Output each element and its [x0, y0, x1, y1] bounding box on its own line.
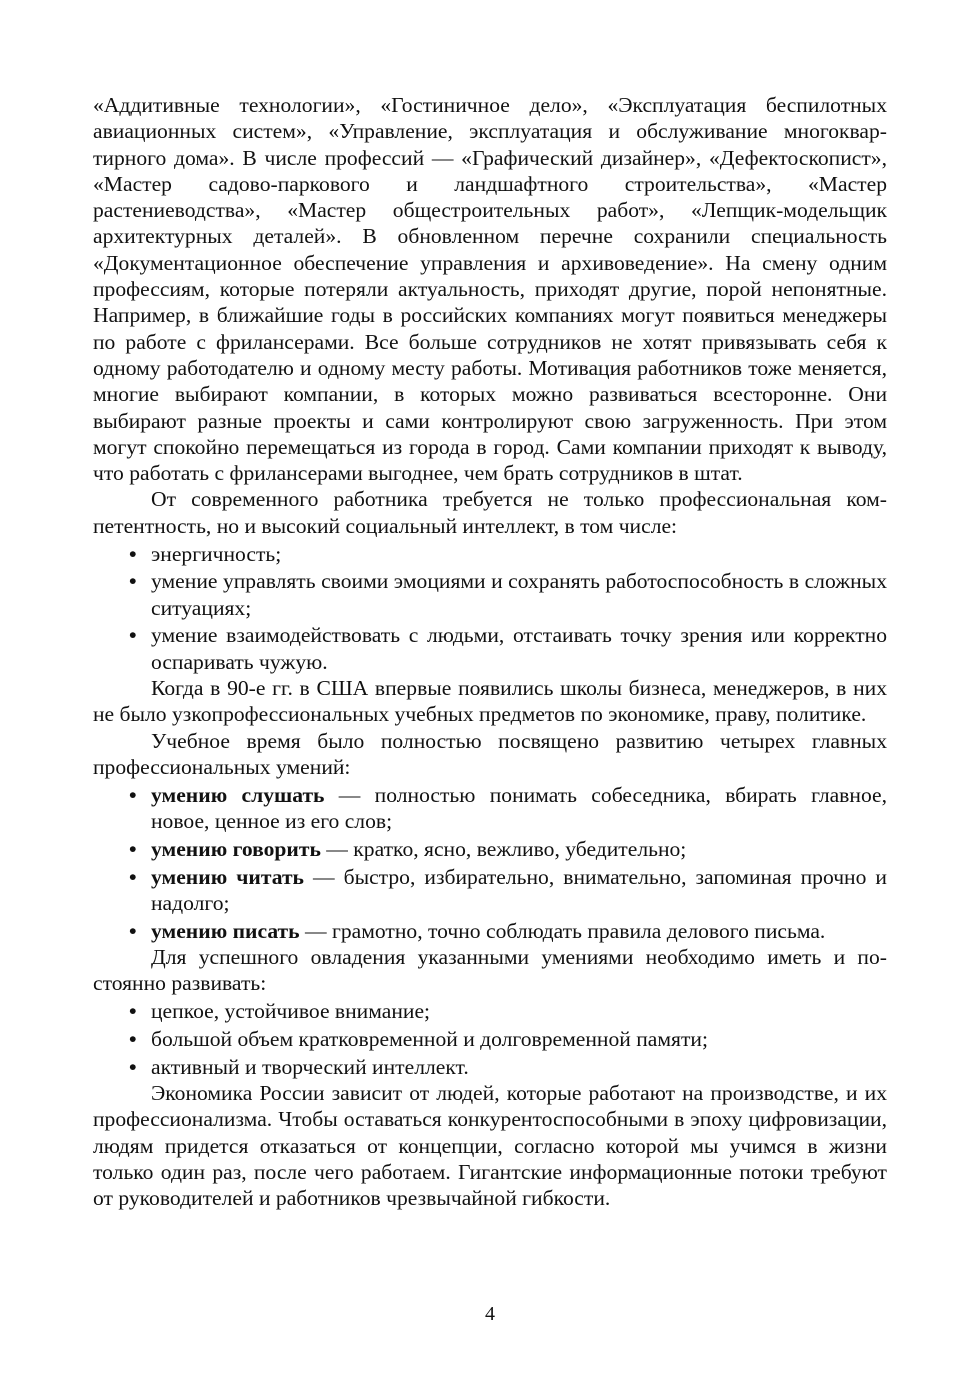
bullet-icon: •	[129, 1026, 137, 1051]
list-item-text: умение взаимодействовать с людьми, отстаивать точку зрения или корректно оспаривать чужую.	[151, 623, 887, 674]
list-item	[93, 541, 887, 567]
bullet-icon: •	[129, 541, 137, 566]
bullet-icon: •	[129, 569, 137, 594]
list-item	[93, 1054, 887, 1080]
list-item	[93, 918, 887, 944]
list-item	[93, 836, 887, 862]
skill-description: — грамотно, точно соблюдать правила делового письма.	[299, 918, 826, 943]
skill-description: — кратко, ясно, вежливо, убедительно;	[320, 836, 687, 861]
list-item-text: энергичность;	[151, 541, 282, 566]
skill-term: умению читать	[151, 864, 304, 889]
social-skills-list	[93, 541, 887, 675]
bullet-icon: •	[129, 999, 137, 1024]
professional-skills-list	[93, 782, 887, 944]
bullet-icon: •	[129, 836, 137, 861]
list-item	[93, 864, 887, 917]
list-item-text: активный и творческий интеллект.	[151, 1054, 469, 1079]
list-item-text: большой объем кратковременной и долговременной памяти;	[151, 1026, 708, 1051]
paragraph-develop: Для успешного овладения указанными умениями необходимо иметь и постоянно развивать:	[93, 945, 887, 996]
list-item	[93, 568, 887, 621]
paragraph-business-schools: Когда в 90-е гг. в США впервые появились школы бизнеса, менеджеров, в них не было узкопрофессиональных учебных предметов по экономике, праву, политике.	[93, 676, 887, 727]
document-page	[93, 92, 887, 1211]
develop-list	[93, 998, 887, 1080]
bullet-icon: •	[129, 782, 137, 807]
list-item	[93, 622, 887, 675]
skill-description: — быстро, избирательно, внимательно, запоминая прочно и надолго;	[151, 864, 887, 915]
page-number: 4	[485, 1303, 495, 1325]
skill-term: умению писать	[151, 918, 300, 943]
skill-term: умению говорить	[151, 836, 321, 861]
list-item	[93, 782, 887, 835]
bullet-icon: •	[129, 918, 137, 943]
paragraph-economy: Экономика России зависит от людей, которые работают на производстве, и их профессионализма. Чтобы оставаться конкурентоспособными в эпоху цифровизации, людям придется отказаться от концепции, согласно которой мы учимся в жизни только один раз, после чего работаем. Гигантские информационные потоки требуют от руководителей и работников чрезвычайной гибкости.	[93, 1080, 887, 1211]
list-item-text: умение управлять своими эмоциями и сохранять работоспособность в сложных ситуациях;	[151, 569, 887, 620]
list-item	[93, 1026, 887, 1052]
list-item-text: цепкое, устойчивое внимание;	[151, 999, 431, 1024]
list-item	[93, 998, 887, 1024]
skill-description: — полностью понимать собеседника, вбирать главное, новое, ценное из его слов;	[151, 782, 887, 834]
paragraph-professions: «Аддитивные технологии», «Гостиничное дело», «Эксплуатация беспилотных авиационных систем», «Управление, эксплуатация и обслуживание многоквартирного дома». В числе профессий — «Графический дизайнер», «Дефектоскопист», «Мастер садово-паркового и ландшафтного строительства», «Мастер растениеводства», «Мастер общестроительных работ», «Лепщик-модельщик архитектурных деталей». В обновленном перечне сохранили специальность «Документационное обеспечение управления и архивоведение». На смену одним профессиям, которые потеряли актуальность, приходят другие, порой непонятные. Например, в ближайшие годы в российских компаниях могут появиться менеджеры по работе с фрилансерами. Все больше сотрудников не хотят привязывать себя к одному работодателю и одному месту работы. Мотивация работников тоже меняется, многие выбирают компании, в которых можно развиваться всесторонне. Они выбирают разные проекты и сами контролируют свою загруженность. При этом могут спокойно перемещаться из города в город. Сами компании приходят к выводу, что работать с фрилансерами выгоднее, чем брать сотрудников в штат.	[93, 93, 887, 486]
bullet-icon: •	[129, 623, 137, 648]
skill-term: умению слушать	[151, 782, 325, 807]
paragraph-social-intellect: От современного работника требуется не только профессиональная компетентность, но и высокий социальный интеллект, в том числе:	[93, 487, 887, 538]
paragraph-study-time: Учебное время было полностью посвящено развитию четырех главных профессиональных умений:	[93, 728, 887, 779]
bullet-icon: •	[129, 864, 137, 889]
bullet-icon: •	[129, 1054, 137, 1079]
